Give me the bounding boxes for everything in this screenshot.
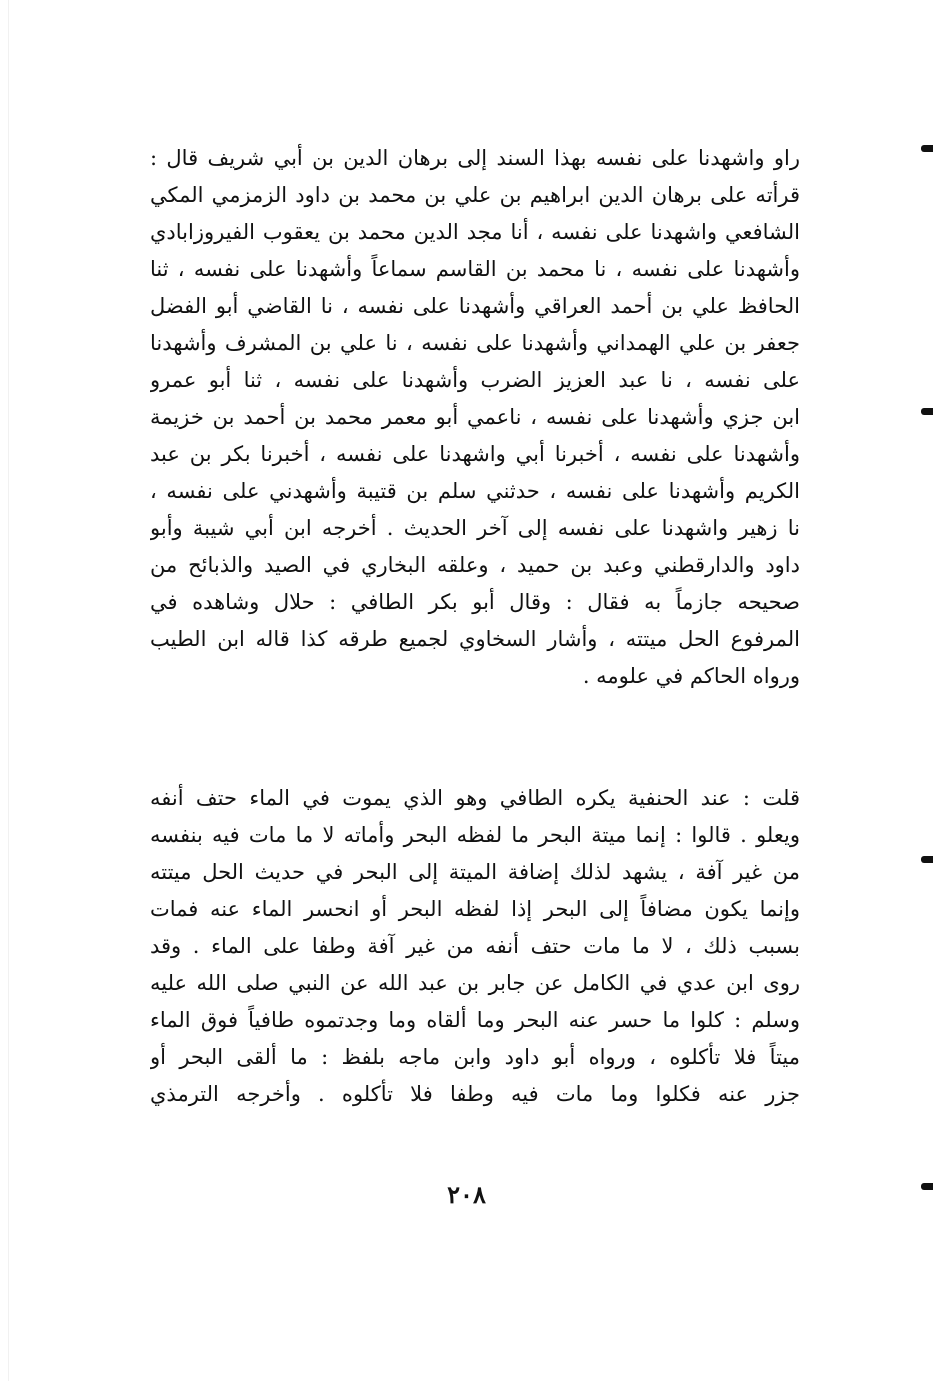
paragraph-1 bbox=[150, 140, 800, 695]
text-line: ورواه الحاكم في علومه . bbox=[582, 664, 800, 688]
text-line: راو واشهدنا على نفسه بهذا السند إلى برهان الدين بن أبي شريف قال : bbox=[150, 146, 800, 170]
text-line: صحيحه جازماً به فقال : وقال أبو بكر الطافي : حلال وشاهده في bbox=[150, 590, 800, 614]
text-line: نا زهير واشهدنا على نفسه إلى آخر الحديث . أخرجه ابن أبي شيبة وأبو bbox=[150, 516, 800, 540]
text-line: جعفر بن علي الهمداني وأشهدنا على نفسه ، نا علي بن المشرف وأشهدنا bbox=[150, 331, 800, 355]
binding-mark bbox=[921, 1183, 933, 1190]
binding-mark bbox=[921, 856, 933, 863]
text-line: قرأته على برهان الدين ابراهيم بن علي بن محمد بن داود الزمزمي المكي bbox=[150, 183, 800, 207]
text-line: المرفوع الحل ميتته ، وأشار السخاوي لجميع طرقه كذا قاله ابن الطيب bbox=[150, 627, 800, 651]
text-line: وإنما يكون مضافاً إلى البحر إذا لفظه البحر أو انحسر الماء عنه فمات bbox=[150, 897, 800, 921]
text-line: وأشهدنا على نفسه ، نا محمد بن القاسم سماعاً وأشهدنا على نفسه ، ثنا bbox=[150, 257, 800, 281]
paragraph-2 bbox=[150, 780, 800, 1113]
text-line: الشافعي واشهدنا على نفسه ، أنا مجد الدين محمد بن يعقوب الفيروزابادي bbox=[150, 220, 800, 244]
text-line: روى ابن عدي في الكامل عن جابر بن عبد الله عن النبي صلى الله عليه bbox=[150, 971, 800, 995]
text-line: بسبب ذلك ، لا ما مات حتف أنفه من غير آفة وطفا على الماء . وقد bbox=[150, 934, 800, 958]
text-line: ميتاً فلا تأكلوه ، ورواه أبو داود وابن ماجه بلفظ : ما ألقى البحر أو bbox=[150, 1045, 800, 1069]
page-fold-shadow bbox=[8, 0, 9, 1381]
binding-mark bbox=[921, 408, 933, 415]
text-line: الكريم وأشهدنا على نفسه ، حدثني سلم بن قتيبة وأشهدني على نفسه ، bbox=[150, 479, 800, 503]
text-line: وسلم : كلوا ما حسر عنه البحر وما ألقاه وما وجدتموه طافياً فوق الماء bbox=[150, 1008, 800, 1032]
text-line: ابن جزي وأشهدنا على نفسه ، ناعمي أبو معمر محمد بن أحمد بن خزيمة bbox=[150, 405, 800, 429]
text-line: وأشهدنا على نفسه ، أخبرنا أبي واشهدنا على نفسه ، أخبرنا بكر بن عبد bbox=[150, 442, 800, 466]
page-number: ٢٠٨ bbox=[447, 1180, 486, 1209]
text-line: الحافظ علي بن أحمد العراقي وأشهدنا على نفسه ، نا القاضي أبو الفضل bbox=[150, 294, 800, 318]
text-line: جزر عنه فكلوا وما مات فيه وطفا فلا تأكلوه . وأخرجه الترمذي bbox=[150, 1082, 800, 1106]
text-line: قلت : عند الحنفية يكره الطافي وهو الذي يموت في الماء حتف أنفه bbox=[150, 786, 800, 810]
text-line: على نفسه ، نا عبد العزيز الضرب وأشهدنا على نفسه ، ثنا أبو عمرو bbox=[150, 368, 800, 392]
binding-mark bbox=[921, 145, 933, 152]
text-line: داود والدارقطني وعبد بن حميد ، وعلقه البخاري في الصيد والذبائح من bbox=[150, 553, 800, 577]
text-line: ويعلو . قالوا : إنما ميتة البحر ما لفظه البحر وأماته لا ما مات فيه بنفسه bbox=[150, 823, 800, 847]
text-line: من غير آفة ، يشهد لذلك إضافة الميتة إلى البحر في حديث الحل ميتته bbox=[150, 860, 800, 884]
